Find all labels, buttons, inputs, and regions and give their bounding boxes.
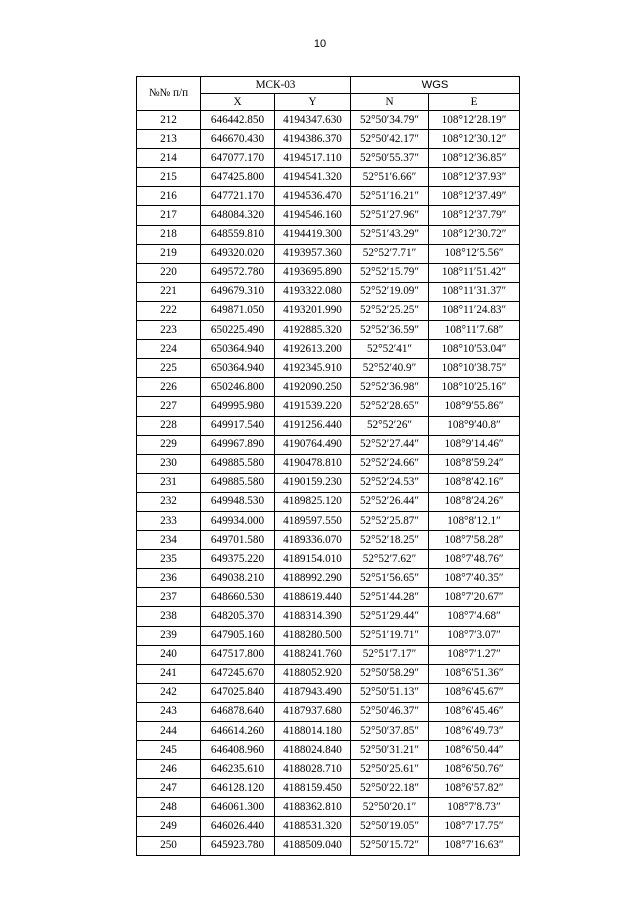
table-row [137,149,520,168]
table-row [137,760,520,779]
cell-point-number: 240 [137,645,201,664]
table-row [137,187,520,206]
cell-x: 649885.580 [201,473,275,492]
table-header [137,77,520,111]
cell-point-number: 235 [137,550,201,569]
cell-y: 4191539.220 [275,397,351,416]
cell-y: 4188159.450 [275,779,351,798]
table-row [137,378,520,397]
cell-point-number: 232 [137,492,201,511]
cell-y: 4188028.710 [275,760,351,779]
cell-point-number: 219 [137,244,201,263]
cell-y: 4192613.200 [275,340,351,359]
cell-n: 52°52′25.25″ [351,301,429,320]
cell-n: 52°52′25.87″ [351,511,429,530]
header-e: E [429,94,520,111]
cell-y: 4194347.630 [275,111,351,130]
cell-e: 108°7′3.07″ [429,626,520,645]
table-row [137,626,520,645]
cell-n: 52°51′43.29″ [351,225,429,244]
cell-x: 645923.780 [201,836,275,855]
cell-e: 108°9′14.46″ [429,435,520,454]
cell-x: 650225.490 [201,321,275,340]
table-row [137,741,520,760]
cell-e: 108°6′45.46″ [429,702,520,721]
cell-x: 649917.540 [201,416,275,435]
table-row [137,359,520,378]
cell-n: 52°52′41″ [351,340,429,359]
cell-n: 52°50′37.85″ [351,722,429,741]
cell-e: 108°8′12.1″ [429,511,520,530]
cell-x: 647721.170 [201,187,275,206]
cell-y: 4193695.890 [275,263,351,282]
cell-n: 52°52′26″ [351,416,429,435]
cell-y: 4188992.290 [275,569,351,588]
cell-n: 52°52′7.62″ [351,550,429,569]
cell-e: 108°9′55.86″ [429,397,520,416]
table-row [137,722,520,741]
header-n: N [351,94,429,111]
cell-y: 4188024.840 [275,741,351,760]
cell-point-number: 218 [137,225,201,244]
cell-y: 4194536.470 [275,187,351,206]
table-row [137,263,520,282]
cell-y: 4194517.110 [275,149,351,168]
header-y: Y [275,94,351,111]
cell-y: 4188280.500 [275,626,351,645]
table-row [137,798,520,817]
cell-y: 4193201.990 [275,301,351,320]
cell-n: 52°52′24.53″ [351,473,429,492]
cell-point-number: 226 [137,378,201,397]
cell-y: 4190159.230 [275,473,351,492]
table-row [137,416,520,435]
cell-point-number: 250 [137,836,201,855]
cell-e: 108°6′57.82″ [429,779,520,798]
cell-x: 649038.210 [201,569,275,588]
cell-n: 52°52′36.59″ [351,321,429,340]
cell-e: 108°7′20.67″ [429,588,520,607]
cell-e: 108°7′40.35″ [429,569,520,588]
cell-x: 650246.800 [201,378,275,397]
cell-n: 52°50′20.1″ [351,798,429,817]
cell-e: 108°12′30.12″ [429,130,520,149]
coordinates-table [136,76,520,856]
header-point-number: №№ п/п [137,77,201,111]
cell-x: 646061.300 [201,798,275,817]
cell-point-number: 223 [137,321,201,340]
cell-x: 649948.530 [201,492,275,511]
header-group-msk: МСК-03 [201,77,351,94]
page-number: 10 [313,38,327,50]
cell-n: 52°50′42.17″ [351,130,429,149]
cell-e: 108°11′31.37″ [429,282,520,301]
table-row [137,511,520,530]
table-row [137,588,520,607]
cell-n: 52°50′34.79″ [351,111,429,130]
table-row [137,244,520,263]
cell-e: 108°9′40.8″ [429,416,520,435]
cell-n: 52°52′19.09″ [351,282,429,301]
cell-point-number: 217 [137,206,201,225]
header-row-groups [137,77,520,94]
cell-e: 108°7′58.28″ [429,531,520,550]
cell-y: 4190764.490 [275,435,351,454]
cell-n: 52°52′7.71″ [351,244,429,263]
cell-point-number: 246 [137,760,201,779]
cell-e: 108°12′36.85″ [429,149,520,168]
cell-point-number: 239 [137,626,201,645]
cell-e: 108°6′50.76″ [429,760,520,779]
cell-point-number: 236 [137,569,201,588]
table-row [137,531,520,550]
cell-x: 646670.430 [201,130,275,149]
cell-y: 4188241.760 [275,645,351,664]
cell-point-number: 242 [137,683,201,702]
cell-y: 4191256.440 [275,416,351,435]
table-row [137,340,520,359]
cell-n: 52°50′58.29″ [351,664,429,683]
table-row [137,225,520,244]
cell-point-number: 238 [137,607,201,626]
table-row [137,473,520,492]
cell-y: 4188509.040 [275,836,351,855]
cell-x: 648084.320 [201,206,275,225]
cell-point-number: 214 [137,149,201,168]
cell-e: 108°7′1.27″ [429,645,520,664]
cell-e: 108°10′53.04″ [429,340,520,359]
cell-point-number: 228 [137,416,201,435]
cell-point-number: 215 [137,168,201,187]
cell-x: 649701.580 [201,531,275,550]
cell-x: 649934.000 [201,511,275,530]
table-row [137,397,520,416]
cell-y: 4187937.680 [275,702,351,721]
cell-e: 108°10′25.16″ [429,378,520,397]
cell-y: 4189825.120 [275,492,351,511]
cell-point-number: 247 [137,779,201,798]
cell-n: 52°50′22.18″ [351,779,429,798]
table-row [137,569,520,588]
cell-n: 52°50′46.37″ [351,702,429,721]
cell-y: 4188362.810 [275,798,351,817]
cell-e: 108°8′59.24″ [429,454,520,473]
table-row [137,321,520,340]
cell-x: 646128.120 [201,779,275,798]
header-group-wgs: WGS [351,77,520,94]
cell-y: 4194386.370 [275,130,351,149]
cell-n: 52°51′29.44″ [351,607,429,626]
cell-x: 646408.960 [201,741,275,760]
cell-point-number: 248 [137,798,201,817]
cell-e: 108°8′42.16″ [429,473,520,492]
table-row [137,301,520,320]
cell-y: 4192090.250 [275,378,351,397]
cell-x: 650364.940 [201,359,275,378]
cell-n: 52°51′27.96″ [351,206,429,225]
cell-point-number: 233 [137,511,201,530]
cell-y: 4188014.180 [275,722,351,741]
cell-x: 648660.530 [201,588,275,607]
cell-n: 52°50′25.61″ [351,760,429,779]
cell-x: 646614.260 [201,722,275,741]
cell-n: 52°51′56.65″ [351,569,429,588]
cell-e: 108°10′38.75″ [429,359,520,378]
table-row [137,130,520,149]
cell-x: 647245.670 [201,664,275,683]
table-row [137,168,520,187]
cell-y: 4188314.390 [275,607,351,626]
cell-y: 4189336.070 [275,531,351,550]
cell-point-number: 222 [137,301,201,320]
cell-x: 649885.580 [201,454,275,473]
cell-e: 108°7′4.68″ [429,607,520,626]
cell-e: 108°7′16.63″ [429,836,520,855]
cell-e: 108°11′24.83″ [429,301,520,320]
cell-n: 52°51′44.28″ [351,588,429,607]
cell-x: 649995.980 [201,397,275,416]
table-row [137,702,520,721]
header-x: X [201,94,275,111]
table-row [137,779,520,798]
cell-n: 52°51′7.17″ [351,645,429,664]
cell-e: 108°7′8.73″ [429,798,520,817]
table-body [137,111,520,856]
table-row [137,550,520,569]
cell-x: 649320.020 [201,244,275,263]
cell-n: 52°52′27.44″ [351,435,429,454]
cell-e: 108°12′37.93″ [429,168,520,187]
cell-e: 108°11′51.42″ [429,263,520,282]
cell-e: 108°11′7.68″ [429,321,520,340]
table-row [137,435,520,454]
cell-y: 4188619.440 [275,588,351,607]
cell-x: 647905.160 [201,626,275,645]
cell-e: 108°8′24.26″ [429,492,520,511]
cell-x: 646026.440 [201,817,275,836]
cell-point-number: 225 [137,359,201,378]
cell-e: 108°12′5.56″ [429,244,520,263]
cell-x: 647025.840 [201,683,275,702]
cell-x: 646235.610 [201,760,275,779]
cell-x: 648205.370 [201,607,275,626]
cell-point-number: 224 [137,340,201,359]
cell-y: 4194546.160 [275,206,351,225]
cell-x: 649967.890 [201,435,275,454]
cell-point-number: 227 [137,397,201,416]
table-row [137,282,520,301]
cell-e: 108°12′28.19″ [429,111,520,130]
cell-point-number: 212 [137,111,201,130]
cell-y: 4189154.010 [275,550,351,569]
cell-y: 4188531.320 [275,817,351,836]
cell-point-number: 220 [137,263,201,282]
cell-n: 52°50′31.21″ [351,741,429,760]
cell-e: 108°6′51.36″ [429,664,520,683]
cell-x: 650364.940 [201,340,275,359]
table-row [137,836,520,855]
cell-x: 647077.170 [201,149,275,168]
cell-point-number: 245 [137,741,201,760]
cell-y: 4194541.320 [275,168,351,187]
cell-x: 649679.310 [201,282,275,301]
cell-point-number: 221 [137,282,201,301]
cell-n: 52°50′55.37″ [351,149,429,168]
cell-point-number: 237 [137,588,201,607]
cell-n: 52°52′40.9″ [351,359,429,378]
cell-e: 108°12′37.49″ [429,187,520,206]
cell-e: 108°6′49.73″ [429,722,520,741]
cell-point-number: 230 [137,454,201,473]
cell-n: 52°52′18.25″ [351,531,429,550]
table-row [137,817,520,836]
cell-point-number: 249 [137,817,201,836]
cell-point-number: 213 [137,130,201,149]
table-row [137,607,520,626]
cell-x: 647425.800 [201,168,275,187]
cell-point-number: 244 [137,722,201,741]
cell-n: 52°51′6.66″ [351,168,429,187]
cell-y: 4194419.300 [275,225,351,244]
cell-n: 52°51′19.71″ [351,626,429,645]
table-row [137,683,520,702]
cell-x: 649871.050 [201,301,275,320]
cell-e: 108°7′17.75″ [429,817,520,836]
cell-e: 108°12′30.72″ [429,225,520,244]
table-row [137,454,520,473]
cell-e: 108°7′48.76″ [429,550,520,569]
cell-n: 52°51′16.21″ [351,187,429,206]
cell-x: 646442.850 [201,111,275,130]
table-row [137,206,520,225]
cell-n: 52°50′51.13″ [351,683,429,702]
cell-x: 648559.810 [201,225,275,244]
cell-x: 646878.640 [201,702,275,721]
cell-n: 52°52′15.79″ [351,263,429,282]
table-row [137,492,520,511]
cell-point-number: 216 [137,187,201,206]
cell-point-number: 229 [137,435,201,454]
cell-n: 52°50′15.72″ [351,836,429,855]
cell-n: 52°52′28.65″ [351,397,429,416]
table-row [137,111,520,130]
cell-e: 108°6′45.67″ [429,683,520,702]
table-row [137,645,520,664]
cell-x: 649572.780 [201,263,275,282]
cell-y: 4193957.360 [275,244,351,263]
cell-n: 52°52′24.66″ [351,454,429,473]
table-row [137,664,520,683]
cell-e: 108°6′50.44″ [429,741,520,760]
cell-y: 4192885.320 [275,321,351,340]
cell-n: 52°52′26.44″ [351,492,429,511]
cell-n: 52°50′19.05″ [351,817,429,836]
cell-point-number: 231 [137,473,201,492]
cell-point-number: 243 [137,702,201,721]
cell-x: 649375.220 [201,550,275,569]
cell-x: 647517.800 [201,645,275,664]
cell-y: 4193322.080 [275,282,351,301]
cell-y: 4188052.920 [275,664,351,683]
cell-point-number: 241 [137,664,201,683]
cell-point-number: 234 [137,531,201,550]
cell-e: 108°12′37.79″ [429,206,520,225]
cell-y: 4192345.910 [275,359,351,378]
cell-y: 4189597.550 [275,511,351,530]
cell-y: 4190478.810 [275,454,351,473]
cell-y: 4187943.490 [275,683,351,702]
cell-n: 52°52′36.98″ [351,378,429,397]
